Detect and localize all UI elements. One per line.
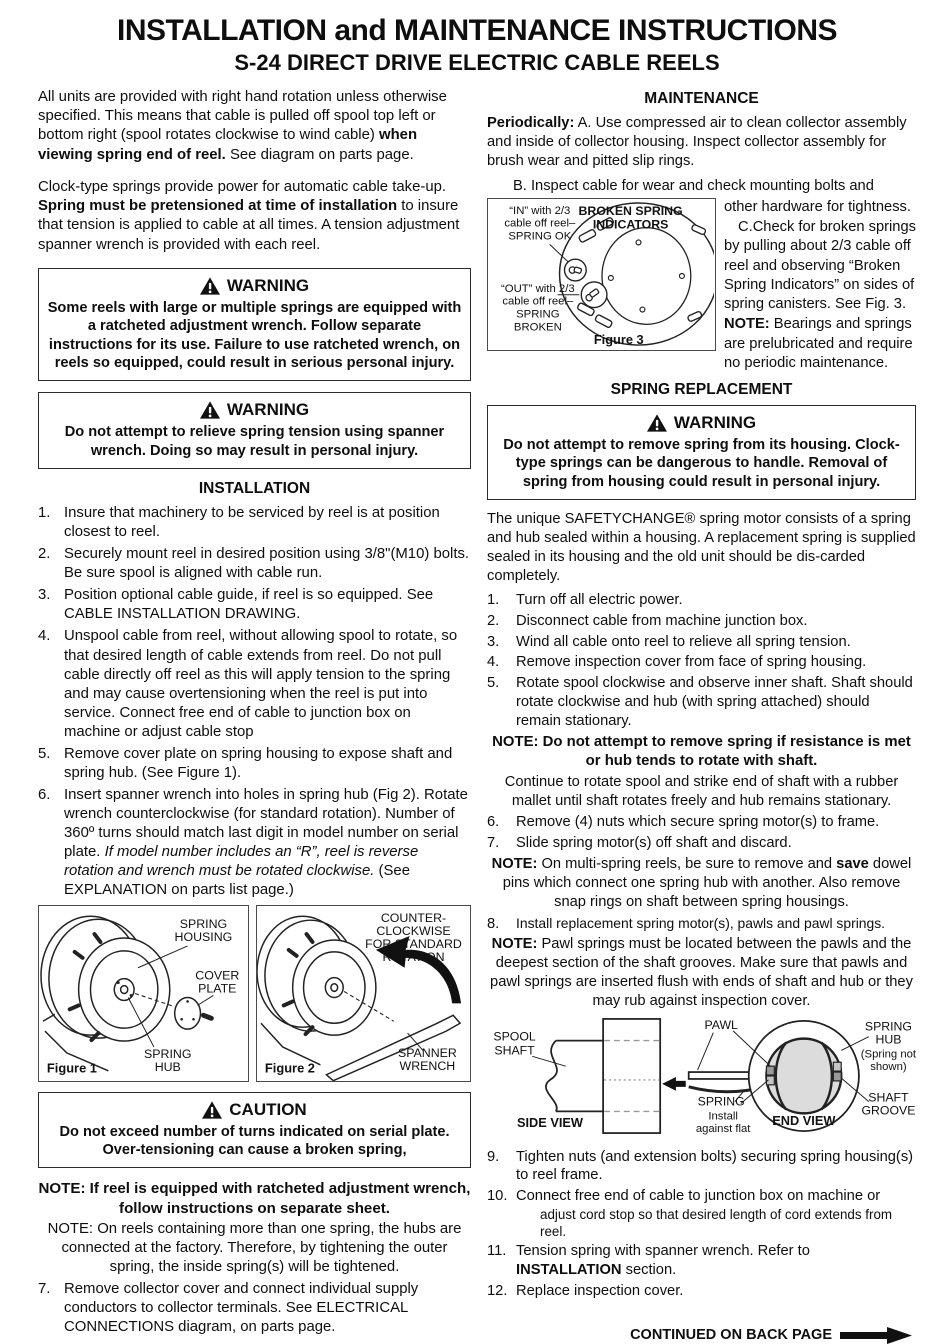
views-label-spring-hub-line2: HUB	[875, 1032, 902, 1047]
warning-label: WARNING	[673, 413, 757, 433]
install-step-3: 3. Position optional cable guide, if reel is so equipped. See CABLE INSTALLATION DRAWING.	[38, 587, 434, 623]
caution-title	[47, 1100, 462, 1120]
views-label-install-line1: Install	[708, 1109, 738, 1122]
installation-heading: INSTALLATION	[198, 480, 311, 497]
maintenance-paragraph-b: B. Inspect cable for wear and check mounting bolts and	[513, 177, 874, 194]
continued-text: CONTINUED ON BACK PAGE	[630, 1327, 832, 1344]
fig3-label-in-line1: “IN” with 2/3	[509, 204, 571, 217]
figure-3-caption: Figure 3	[593, 331, 644, 347]
figure-3-row	[487, 198, 916, 373]
note-dowel-pins: NOTE: On multi-spring reels, be sure to remove and save dowel pins which connect one spring hub with another. Also remove snap rings on shaft between spring housings.	[491, 856, 912, 910]
install-step-6: 6. Insert spanner wrench into holes in spring hub (Fig 2). Rotate wrench counterclockwise (for standard rotation). Number of 360º turns should match last digit in model number on serial plate. If model number includes an “R”, reel is reverse rotation and wrench must be rotated clockwise. (See EXPLANATION on parts list page.)	[38, 787, 468, 899]
install-step-4: 4. Unspool cable from reel, without allowing spool to rotate, so that desired length of cable extends from reel. Do not pull cable directly off reel as this will apply tension to the spring and may cause overtensioning when the reel is put into service. Connect free end of cable to junction box on machine or adjust cable stop	[38, 628, 458, 740]
caution-body: Do not exceed number of turns indicated on serial plate. Over-tensioning can cause a broken spring,	[59, 1123, 450, 1158]
side-end-view-diagram	[487, 1015, 916, 1142]
note-resistance: NOTE: Do not attempt to remove spring if resistance is met or hub tends to rotate with shaft.	[492, 733, 911, 769]
fig3-label-in-line3: SPRING OK	[508, 230, 572, 243]
springs-text-end: to insure that tension is applied to cable at all times. A tension adjustment spanner wrench is provided with each reel.	[38, 198, 460, 253]
fig3-label-out-line3: SPRING	[516, 308, 560, 321]
note-multi-spring: NOTE: On reels containing more than one spring, the hubs are connected at the factory. Therefore, by tightening the outer spring, the inside spring(s) will be tightened.	[47, 1220, 462, 1276]
views-label-end-view: END VIEW	[772, 1112, 836, 1128]
fig3-label-in-line2: cable off reel–	[504, 217, 576, 230]
safetychange-intro: The unique SAFETYCHANGE® spring motor consists of a spring and hub sealed within a housing. A replacement spring is supplied sealed in its housing and the old unit should be dis-carded completely.	[487, 511, 916, 585]
intro-paragraph-rotation	[38, 88, 471, 165]
intro-text: All units are provided with right hand rotation unless otherwise specified. This means that cable is pulled off spool top left or bottom right (spool rotates clockwise to wind cable)	[38, 89, 447, 144]
sr-step-2: 2. Disconnect cable from machine junction box.	[487, 612, 808, 629]
figure-1-illustration	[39, 906, 248, 1081]
two-column-layout	[38, 88, 916, 1344]
views-label-spring: SPRING	[697, 1094, 745, 1109]
fig1-label-spring-hub-line2: HUB	[154, 1059, 181, 1074]
views-label-side-view: SIDE VIEW	[516, 1114, 584, 1130]
intro-text-end: See diagram on parts page.	[225, 146, 414, 163]
warning-icon	[200, 277, 220, 295]
warning-body: Do not attempt to remove spring from its housing. Clock-type springs can be dangerous to handle. Removal of spring from housing could result in personal injury.	[503, 437, 900, 490]
springs-text: Clock-type springs provide power for automatic cable take-up.	[38, 178, 447, 195]
warning-body: Some reels with large or multiple springs are equipped with a ratcheted adjustment wrench. Follow separate instructions for its use. Failure to use ratcheted wrench, on reels so equipped, could result in serious personal injury.	[47, 299, 462, 371]
sr-step-1: 1. Turn off all electric power.	[487, 592, 683, 608]
fig3-title-line1: BROKEN SPRING	[578, 203, 683, 218]
install-step-2: 2. Securely mount reel in desired position using 3/8"(M10) bolts. Be sure spool is aligned with cable run.	[38, 546, 470, 582]
sr-step-10: 10. Connect free end of cable to junction box on machine or adjust cord stop so that desired length of cord extends from reel.	[487, 1188, 893, 1240]
warning-box-ratcheted-wrench	[38, 268, 471, 382]
left-column	[38, 88, 471, 1340]
sr-step-11: 11. Tension spring with spanner wrench. Refer to INSTALLATION section.	[487, 1243, 810, 1279]
side-end-view-illustration	[487, 1015, 916, 1137]
fig3-label-out-line2: cable off reel–	[502, 295, 574, 308]
sr-step-5: 5. Rotate spool clockwise and observe inner shaft. Shaft should rotate clockwise and hub (with spring attached) should remain stationary.	[487, 675, 913, 729]
fig2-label-spanner-line2: WRENCH	[399, 1058, 456, 1073]
warning-box-spanner-tension	[38, 392, 471, 469]
views-label-spool-shaft-line2: SHAFT	[494, 1042, 535, 1057]
intro-paragraph-springs	[38, 178, 471, 255]
warning-label: WARNING	[226, 400, 310, 420]
note-continue-rotate: Continue to rotate spool and strike end of shaft with a rubber mallet until shaft rotates freely and hub remains stationary.	[504, 773, 899, 809]
note-pawl-springs: NOTE: Pawl springs must be located between the pawls and the deepest section of the shaft grooves. Make sure that pawls and pawl springs are inserted flush with ends of shaft and hub or they may rub against inspection cover.	[490, 936, 913, 1009]
note-ratcheted-wrench: NOTE: If reel is equipped with ratcheted adjustment wrench, follow instructions on separate sheet.	[38, 1180, 471, 1217]
maintenance-paragraph-c: C.Check for broken springs by pulling about 2/3 cable off reel and observing “Broken Spring Indicators” on sides of spring canisters. See Fig. 3.	[724, 219, 916, 313]
spring-replacement-heading: SPRING REPLACEMENT	[610, 381, 793, 399]
right-arrow-icon	[840, 1327, 912, 1344]
warning-title	[496, 413, 907, 433]
fig3-label-out-line1: “OUT” with 2/3	[501, 282, 575, 295]
views-label-spring-hub-line1: SPRING	[864, 1019, 912, 1034]
install-step-5: 5. Remove cover plate on spring housing to expose shaft and spring hub. (See Figure 1).	[38, 745, 453, 782]
fig1-label-spring-hub-line1: SPRING	[144, 1046, 192, 1061]
warning-title	[47, 400, 462, 420]
views-label-pawl: PAWL	[704, 1017, 738, 1032]
text-beside-figure-3	[724, 198, 916, 373]
note-bearings: NOTE: Bearings and springs are prelubricated and require no periodic maintenance.	[724, 316, 913, 371]
views-label-shaft-groove-line1: SHAFT	[868, 1090, 909, 1105]
figure-2-caption: Figure 2	[264, 1060, 315, 1076]
warning-icon	[200, 401, 220, 419]
sr-step-4: 4. Remove inspection cover from face of spring housing.	[487, 654, 867, 671]
figure-1-box	[38, 905, 249, 1082]
figure-3-box	[487, 198, 716, 351]
warning-title	[47, 276, 462, 296]
note-label: NOTE:	[491, 936, 538, 953]
fig1-label-cover-plate-line2: PLATE	[198, 981, 237, 996]
fig1-label-spring-housing-line1: SPRING	[179, 916, 228, 931]
caution-box-turns	[38, 1092, 471, 1169]
page-title: INSTALLATION and MAINTENANCE INSTRUCTIONS	[116, 14, 838, 47]
fig3-label-out-line4: BROKEN	[513, 321, 562, 334]
sr-step-6: 6. Remove (4) nuts which secure spring motor(s) to frame.	[487, 814, 880, 831]
fig1-label-spring-housing-line2: HOUSING	[174, 929, 233, 944]
figure-1-caption: Figure 1	[46, 1060, 97, 1076]
fig1-label-cover-plate-line1: COVER	[195, 968, 240, 983]
views-label-spring-hub-line3: (Spring not	[860, 1047, 916, 1060]
sr-step-9: 9. Tighten nuts (and extension bolts) securing spring housing(s) to reel frame.	[487, 1148, 914, 1184]
maintenance-paragraph-a: Periodically: A. Use compressed air to clean collector assembly and inside of collector housing. Inspect collector assembly for brush wear and pitted slip rings.	[487, 115, 907, 169]
fig2-label-spanner-line1: SPANNER	[397, 1045, 457, 1060]
fig2-label-ccw-line4: ROTATION	[382, 949, 445, 964]
views-label-shaft-groove-line2: GROOVE	[861, 1102, 916, 1117]
figure-3-illustration	[488, 199, 714, 349]
continued-footer	[487, 1327, 916, 1344]
right-column	[487, 88, 916, 1344]
periodically-label: Periodically:	[487, 115, 575, 131]
install-step-7: 7. Remove collector cover and connect individual supply conductors to collector terminals. See ELECTRICAL CONNECTIONS diagram, on parts page.	[38, 1281, 419, 1336]
fig3-title-line2: INDICATORS	[592, 217, 669, 232]
warning-label: WARNING	[226, 275, 310, 295]
views-label-spool-shaft-line1: SPOOL	[493, 1029, 536, 1044]
figure-2-box	[256, 905, 471, 1082]
figures-1-2-row	[38, 905, 471, 1082]
page-subtitle: S-24 DIRECT DRIVE ELECTRIC CABLE REELS	[234, 50, 720, 75]
fig2-label-ccw-line3: FOR STANDARD	[365, 936, 462, 951]
fig2-label-ccw-line2: CLOCKWISE	[376, 923, 451, 938]
maintenance-paragraph-b-cont: other hardware for tightness.	[724, 198, 911, 215]
views-label-install-line2: against flat	[695, 1122, 751, 1135]
warning-icon	[647, 414, 667, 432]
caution-label: CAUTION	[229, 1099, 307, 1119]
maintenance-heading: MAINTENANCE	[644, 90, 759, 107]
warning-icon	[202, 1101, 222, 1119]
figure-2-illustration	[257, 906, 470, 1081]
warning-box-remove-spring	[487, 405, 916, 500]
sr-step-3: 3. Wind all cable onto reel to relieve all spring tension.	[487, 633, 851, 650]
note-label: NOTE:	[491, 856, 538, 873]
install-step-1: 1. Insure that machinery to be serviced by reel is at position closest to reel.	[38, 505, 440, 541]
sr-step-12: 12. Replace inspection cover.	[487, 1282, 684, 1299]
springs-text-bold: Spring must be pretensioned at time of installation	[38, 198, 398, 215]
intro-text-bold: when viewing spring end of reel.	[38, 127, 418, 163]
warning-body: Do not attempt to relieve spring tension using spanner wrench. Doing so may result in personal injury.	[64, 424, 445, 459]
views-label-spring-hub-line4: shown)	[870, 1060, 907, 1073]
installation-reference: INSTALLATION	[516, 1262, 622, 1279]
italic-reverse-rotation-note: If model number includes an “R”, reel is reverse rotation and wrench must be rotated clockwise.	[64, 844, 419, 880]
sr-step-8: 8. Install replacement spring motor(s), pawls and pawl springs.	[487, 914, 886, 932]
note-label: NOTE:	[724, 316, 770, 333]
fig2-label-ccw-line1: COUNTER-	[380, 910, 447, 925]
sr-step-7: 7. Slide spring motor(s) off shaft and discard.	[487, 835, 792, 852]
